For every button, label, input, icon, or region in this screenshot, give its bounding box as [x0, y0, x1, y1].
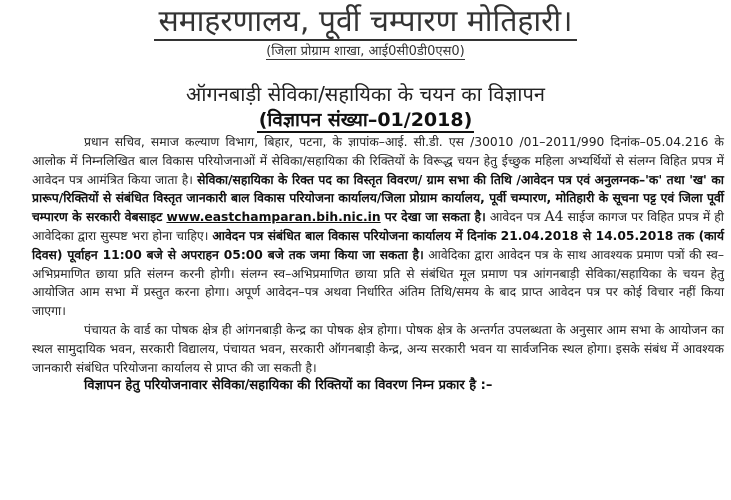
paragraph-application: प्रधान सचिव, समाज कल्याण विभाग, बिहार, पटना, के ज्ञापांक–आई. सी.डी. एस /30010 /01–2011/990 दिनांक–05.04.216 के आलोक में निम्नलिखित बाल विकास परियोजनाओं में सेविका/सहायिका की रिक्तियों के विरूद्ध चयन हेतु ईच्छुक महिला अभ्यर्थियों से संलग्न विहित प्रपत्र में आवेदन पत्र आमंत्रित किया जाता है। सेविका/सहायिका के रिक्त पद का विस्तृत विवरण/ ग्राम सभा की तिथि /आवेदन पत्र एवं अनुलग्नक–'क' तथा 'ख' का प्रारूप/रिक्तियों से संबंधित विस्तृत जानकारी बाल विकास परियोजना कार्यालय/जिला प्रोग्राम कार्यालय, पूर्वी चम्पारण, मोतिहारी के सूचना पट्ट एवं जिला पूर्वी चम्पारण के सरकारी वेबसाइट www.eastchamparan.bih.nic.in पर देखा जा सकता है। आवेदन पत्र A4 साईज कागज पर विहित प्रपत्र में ही आवेदिका द्वारा सुस्पष्ट भरा होना चाहिए। आवेदन पत्र संबंधित बाल विकास परियोजना कार्यालय में दिनांक 21.04.2018 से 14.05.2018 तक (कार्य दिवस) पूर्वाहन 11:00 बजे से अपराहन 05:00 बजे तक जमा किया जा सकता है। आवेदिका द्वारा आवेदन पत्र के साथ आवश्यक प्रमाण पत्रों की स्व–अभिप्रमाणित छाया प्रति संलग्न करनी होगी। संलग्न स्व–अभिप्रमाणित छाया प्रति से संबंधित मूल प्रमाण पत्र आंगनबाड़ी सेविका/सहायिका के चयन हेतु आयोजित आम सभा में प्रस्तुत करना होगा। अपूर्ण आवेदन–पत्र अथवा निर्धारित अंतिम तिथि/समय के बाद प्राप्त आवेदन पत्र पर कोई विचार नहीं किया जाएगा। — [32, 135, 724, 319]
vacancy-details-text: सेविका/सहायिका के रिक्त पद का विस्तृत विवरण/ ग्राम सभा की तिथि /आवेदन पत्र एवं अनुलग्नक–'क' तथा 'ख' का प्रारूप/रिक्तियों से संबंधित विस्तृत जानकारी बाल विकास परियोजना कार्यालय/जिला प्रोग्राम कार्यालय, पूर्वी चम्पारण, मोतिहारी के सूचना पट्ट एवं जिला पूर्वी चम्पारण के सरकारी वेबसाइट — [32, 172, 724, 225]
website-link[interactable]: www.eastchamparan.bih.nic.in — [166, 210, 381, 225]
branch-subtitle: (जिला प्रोग्राम शाखा, आई0सी0डी0एस0) — [266, 44, 465, 59]
vacancy-list-intro: विज्ञापन हेतु परियोजनावार सेविका/सहायिका की रिक्तियों का विवरण निम्न प्रकार है :– — [84, 378, 493, 394]
paragraph-venue: पंचायत के वार्ड का पोषक क्षेत्र ही आंगनबाड़ी केन्द्र का पोषक क्षेत्र होगा। पोषक क्षेत्र के अन्तर्गत उपलब्धता के अनुसार आम सभा के आयोजन का स्थल सामुदायिक भवन, सरकारी विद्यालय, पंचायत भवन, सरकारी ऑगनबाड़ी केन्द्र, अन्य सरकारी भवन या सार्वजनिक स्थल होगा। इसके संबंध में आवश्यक जानकारी संबंधित परियोजना कार्यालय से प्राप्त की जा सकती है। — [32, 322, 724, 375]
office-title: समाहरणालय, पूर्वी चम्पारण मोतिहारी। — [0, 2, 731, 42]
advertisement-number: (विज्ञापन संख्या–01/2018) — [258, 109, 473, 131]
notice-body — [32, 133, 724, 396]
notice-heading: ऑगनबाड़ी सेविका/सहायिका के चयन का विज्ञापन — [186, 82, 545, 106]
submission-dates-text: आवेदन पत्र संबंधित बाल विकास परियोजना कार्यालय में दिनांक 21.04.2018 से 14.05.2018 तक (कार्य दिवस) पूर्वाहन 11:00 बजे से अपराहन 05:00 बजे तक जमा किया जा सकता है। — [32, 228, 724, 262]
